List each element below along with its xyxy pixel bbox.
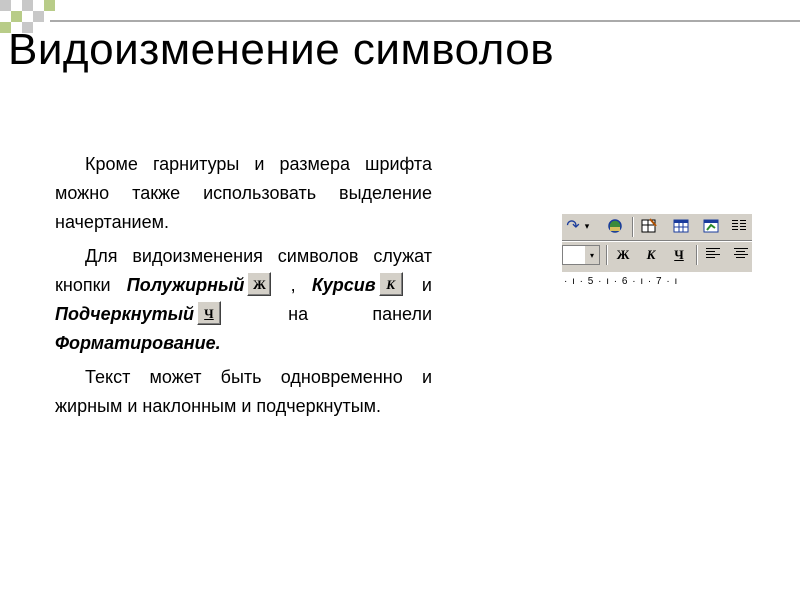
excel-icon[interactable] xyxy=(702,218,720,234)
slide-body xyxy=(55,150,432,426)
toolbar-underline-button[interactable]: Ч xyxy=(674,247,684,262)
deco-square xyxy=(33,11,44,22)
formatting-toolbar-image xyxy=(562,214,752,298)
table-draw-icon[interactable] xyxy=(640,218,658,234)
toolbar-separator xyxy=(696,245,698,265)
columns-icon[interactable] xyxy=(730,218,748,234)
format-panel-term: Форматирование. xyxy=(55,333,221,353)
combo-dropdown-icon[interactable]: ▾ xyxy=(584,246,599,264)
paragraph-3: Текст может быть одновременно и жирным и наклонным и подчеркнутым. xyxy=(55,367,432,416)
paragraph-2-text: на панели xyxy=(223,304,432,324)
font-size-combo[interactable] xyxy=(562,245,600,265)
paragraph-1: Кроме гарнитуры и размера шрифта можно также использовать выделение начертанием. xyxy=(55,154,432,232)
align-center-icon[interactable] xyxy=(734,248,748,260)
paragraph-2 xyxy=(55,242,432,358)
dropdown-arrow-icon[interactable]: ▾ xyxy=(584,220,590,231)
paragraph-2-text: , xyxy=(274,275,296,295)
slide-title: Видоизменение символов xyxy=(8,25,555,74)
deco-square xyxy=(0,0,11,11)
bold-term: Полужирный xyxy=(126,275,245,295)
toolbar-italic-button[interactable]: К xyxy=(646,247,656,262)
formatting-toolbar-row xyxy=(562,242,752,268)
ruler-marks: · ı · 5 · ı · 6 · ı · 7 · ı xyxy=(564,276,679,287)
ruler xyxy=(562,272,752,298)
paragraph-2-text: Для видоизменения символов служат кнопки xyxy=(55,246,432,295)
paragraph-2-text: и xyxy=(405,275,432,295)
title-divider xyxy=(50,20,800,22)
underline-button[interactable]: Ч xyxy=(197,301,221,325)
align-left-icon[interactable] xyxy=(706,248,720,260)
italic-term: Курсив xyxy=(311,275,376,295)
redo-icon[interactable]: ↷ xyxy=(566,218,580,235)
web-icon[interactable] xyxy=(606,218,624,234)
toolbar-separator xyxy=(632,217,634,237)
toolbar-bold-button[interactable]: Ж xyxy=(616,247,630,262)
standard-toolbar-row xyxy=(562,214,752,240)
deco-square xyxy=(22,0,33,11)
deco-square xyxy=(44,0,55,11)
insert-table-icon[interactable] xyxy=(672,218,690,234)
bold-button[interactable]: Ж xyxy=(247,272,271,296)
italic-button[interactable]: К xyxy=(379,272,403,296)
toolbar-separator xyxy=(606,245,608,265)
deco-square xyxy=(11,11,22,22)
underline-term: Подчеркнутый xyxy=(55,304,194,324)
